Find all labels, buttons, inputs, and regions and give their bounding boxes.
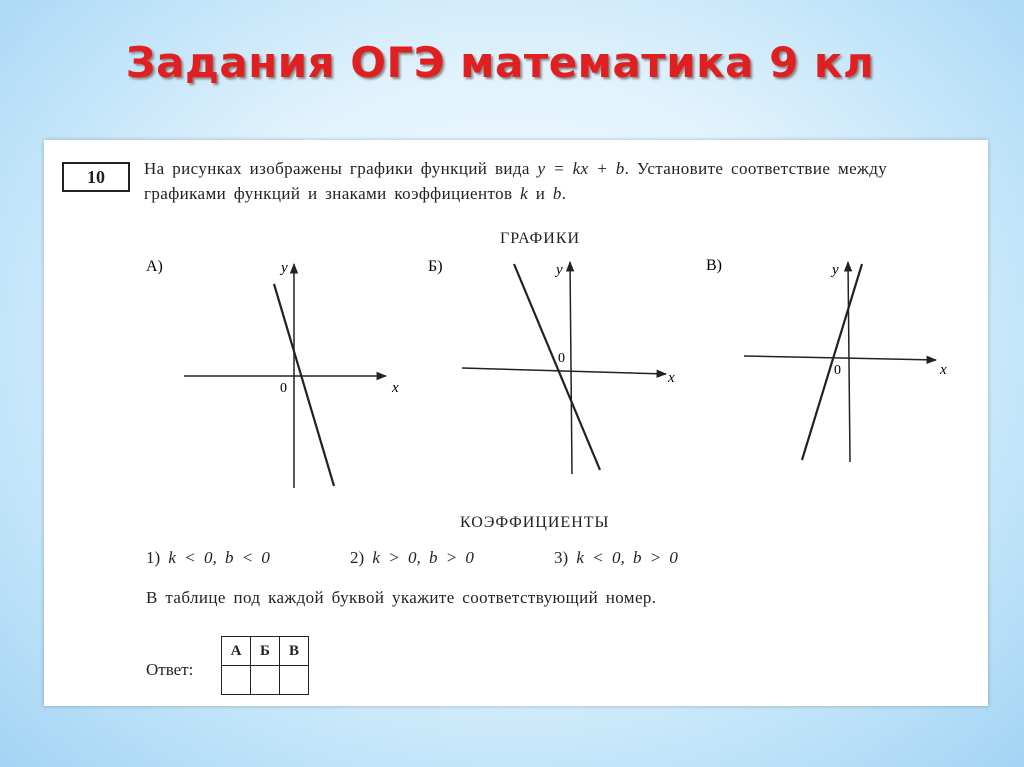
coefficient-option-2-num: 2) [350, 548, 365, 567]
graph-a-origin: 0 [280, 381, 287, 396]
graph-c-line [802, 264, 862, 460]
graph-b-x-label: x [668, 370, 675, 386]
answer-label: Ответ: [146, 660, 194, 679]
coefficients-heading: КОЭФФИЦИЕНТЫ [460, 514, 610, 531]
coefficient-option-1-text: k < 0, b < 0 [168, 548, 270, 567]
coefficient-option-2 [350, 548, 474, 568]
coefficient-option-1-num: 1) [146, 548, 161, 567]
graphs-figure [44, 140, 988, 540]
answer-header-row [222, 637, 309, 666]
answer-cell-b[interactable] [251, 666, 280, 695]
formula: y = kx + b [537, 159, 625, 178]
graph-a-label: А) [146, 258, 163, 275]
statement-part1: На рисунках изображены графики функций вида [144, 159, 538, 178]
graph-c-origin: 0 [834, 363, 841, 378]
graph-a-x-label: x [392, 380, 399, 396]
graph-c-y-axis [848, 262, 850, 462]
coefficient-option-3-text: k < 0, b > 0 [576, 548, 678, 567]
coefficient-option-1 [146, 548, 270, 568]
answer-cell-v[interactable] [280, 666, 309, 695]
graph-c [706, 257, 947, 462]
graph-c-x-label: x [940, 362, 947, 378]
graph-b-origin: 0 [558, 351, 565, 366]
graph-b-label: Б) [428, 258, 443, 275]
coefficient-option-3 [554, 548, 678, 568]
slide-title: Задания ОГЭ математика 9 кл [125, 38, 875, 87]
statement-end: . [561, 184, 567, 203]
answer-cell-a[interactable] [222, 666, 251, 695]
task-sheet [44, 140, 988, 706]
graph-a [146, 258, 399, 488]
coef-k: k [520, 184, 529, 203]
answer-input-row [222, 666, 309, 695]
answer-column-b: Б [251, 637, 280, 666]
graph-b-x-axis [462, 368, 666, 374]
graph-b-y-label: y [556, 262, 563, 278]
statement-and: и [528, 184, 553, 203]
graph-c-label: В) [706, 257, 722, 274]
graph-a-y-label: y [281, 260, 288, 276]
instruction: В таблице под каждой буквой укажите соответствующий номер. [146, 588, 657, 607]
statement-part2: . Установите соответствие между графиками функций и знаками коэффициентов [144, 159, 888, 203]
graph-c-x-axis [744, 356, 936, 360]
coefficient-option-3-num: 3) [554, 548, 569, 567]
coefficient-option-2-text: k > 0, b > 0 [372, 548, 474, 567]
coef-b: b [552, 184, 562, 203]
graphs-heading: ГРАФИКИ [500, 230, 581, 247]
task-number: 10 [62, 162, 130, 192]
graph-b [428, 258, 675, 474]
answer-column-v: В [280, 637, 309, 666]
graph-c-y-label: y [832, 262, 839, 278]
graph-b-line [514, 264, 600, 470]
answer-table [221, 636, 309, 695]
answer-column-a: А [222, 637, 251, 666]
graph-b-y-axis [570, 262, 572, 474]
